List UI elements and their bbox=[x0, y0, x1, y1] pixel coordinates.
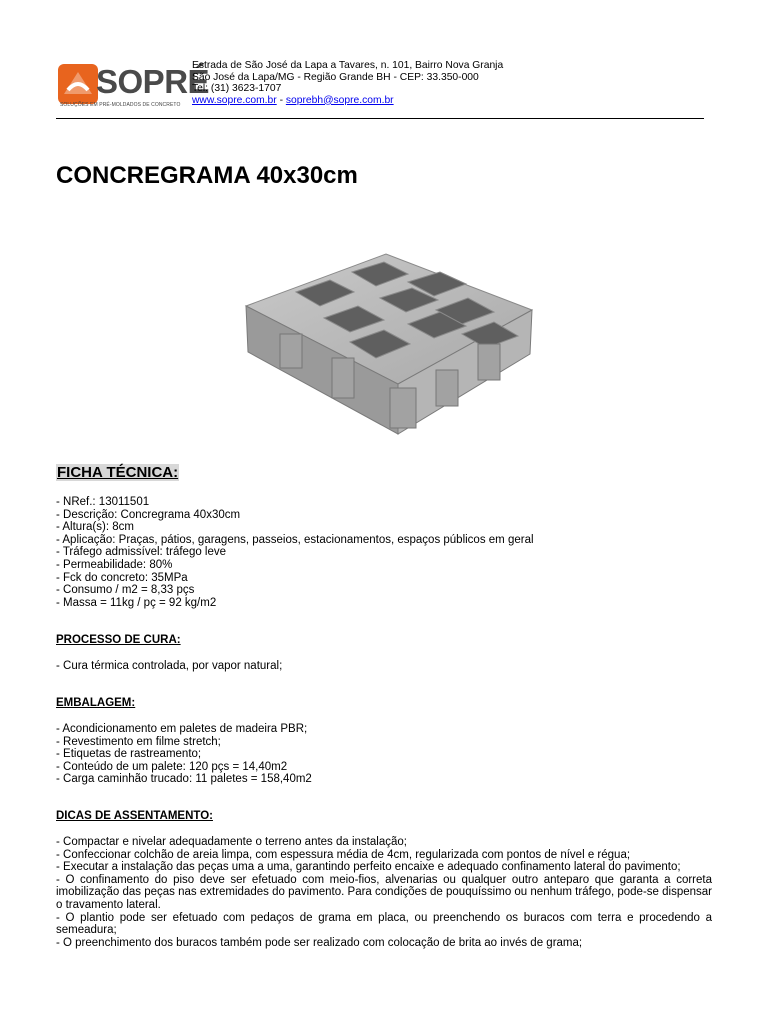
list-item: - Carga caminhão trucado: 11 paletes = 158,40m2 bbox=[56, 773, 312, 786]
website-link[interactable]: www.sopre.com.br bbox=[192, 94, 277, 106]
list-item: - Etiquetas de rastreamento; bbox=[56, 748, 202, 761]
list-item: - Permeabilidade: 80% bbox=[56, 558, 173, 571]
list-item: - Altura(s): 8cm bbox=[56, 521, 134, 534]
list-item: - Massa = 11kg / pç = 92 kg/m2 bbox=[56, 596, 217, 609]
logo-text: SOPRÉ bbox=[96, 63, 210, 100]
list-item: - O confinamento do piso deve ser efetuado com meio-fios, alvenarias ou qualquer outro anteparo que garanta a correta imobilização das peças nas extremidades do pavimento. Para condições de pouquíssimo ou nenhum tráfego, pode-se dispensar o travamento lateral. bbox=[56, 873, 712, 911]
header-divider bbox=[56, 118, 704, 119]
ficha-tecnica-heading: FICHA TÉCNICA: bbox=[57, 464, 179, 481]
list-item: - Acondicionamento em paletes de madeira PBR; bbox=[56, 723, 308, 735]
concregrama-product-image bbox=[240, 234, 536, 444]
list-item: - Confeccionar colchão de areia limpa, com espessura média de 4cm, regularizada com pontos de nível e régua; bbox=[56, 848, 631, 861]
list-item: - Aplicação: Praças, pátios, garagens, passeios, estacionamentos, espaços públicos em geral bbox=[56, 533, 534, 546]
address-line-2: São José da Lapa/MG - Região Grande BH - CEP: 33.350-000 bbox=[192, 71, 479, 83]
list-item: - Fck do concreto: 35MPa bbox=[56, 571, 188, 584]
sopre-logo-mark-icon bbox=[58, 64, 98, 104]
list-item: - Conteúdo de um palete: 120 pçs = 14,40m2 bbox=[56, 760, 288, 773]
processo-cura-heading: PROCESSO DE CURA: bbox=[56, 634, 181, 646]
list-item: - Executar a instalação das peças uma a uma, garantindo perfeito encaixe e adequado confinamento lateral do pavimento; bbox=[56, 861, 681, 874]
link-separator: - bbox=[276, 94, 286, 106]
list-item: - Compactar e nivelar adequadamente o terreno antes da instalação; bbox=[56, 836, 407, 848]
embalagem-heading: EMBALAGEM: bbox=[56, 697, 136, 709]
list-item: - Consumo / m2 = 8,33 pçs bbox=[56, 584, 195, 597]
embalagem-list bbox=[56, 723, 712, 786]
list-item: - Cura térmica controlada, por vapor natural; bbox=[56, 660, 283, 672]
list-item: - O plantio pode ser efetuado com pedaços de grama em placa, ou preenchendo os buracos com terra e procedendo a semeadura; bbox=[56, 911, 712, 937]
dicas-assentamento-heading: DICAS DE ASSENTAMENTO: bbox=[56, 810, 213, 822]
list-item: - O preenchimento dos buracos também pode ser realizado com colocação de brita ao invés de grama; bbox=[56, 936, 583, 949]
phone-line: Tel: (31) 3623-1707 bbox=[192, 83, 282, 94]
list-item: - Tráfego admissível: tráfego leve bbox=[56, 546, 227, 559]
list-item: - Descrição: Concregrama 40x30cm bbox=[56, 508, 241, 521]
page-title: CONCREGRAMA 40x30cm bbox=[56, 162, 358, 189]
list-item: - Revestimento em filme stretch; bbox=[56, 735, 221, 748]
links-line bbox=[192, 95, 503, 107]
address-line-1: Estrada de São José da Lapa a Tavares, n. 101, Bairro Nova Granja bbox=[192, 60, 504, 71]
ficha-tecnica-list bbox=[56, 496, 712, 609]
contact-block bbox=[192, 60, 503, 106]
dicas-assentamento-list bbox=[56, 836, 712, 949]
document-header bbox=[56, 58, 716, 124]
logo-tagline: SOLUÇÕES EM PRÉ-MOLDADOS DE CONCRETO bbox=[60, 102, 181, 108]
email-link[interactable]: soprebh@sopre.com.br bbox=[285, 94, 394, 106]
list-item: - NRef.: 13011501 bbox=[56, 496, 150, 508]
processo-cura-list bbox=[56, 660, 712, 673]
sopre-logo bbox=[58, 62, 210, 110]
